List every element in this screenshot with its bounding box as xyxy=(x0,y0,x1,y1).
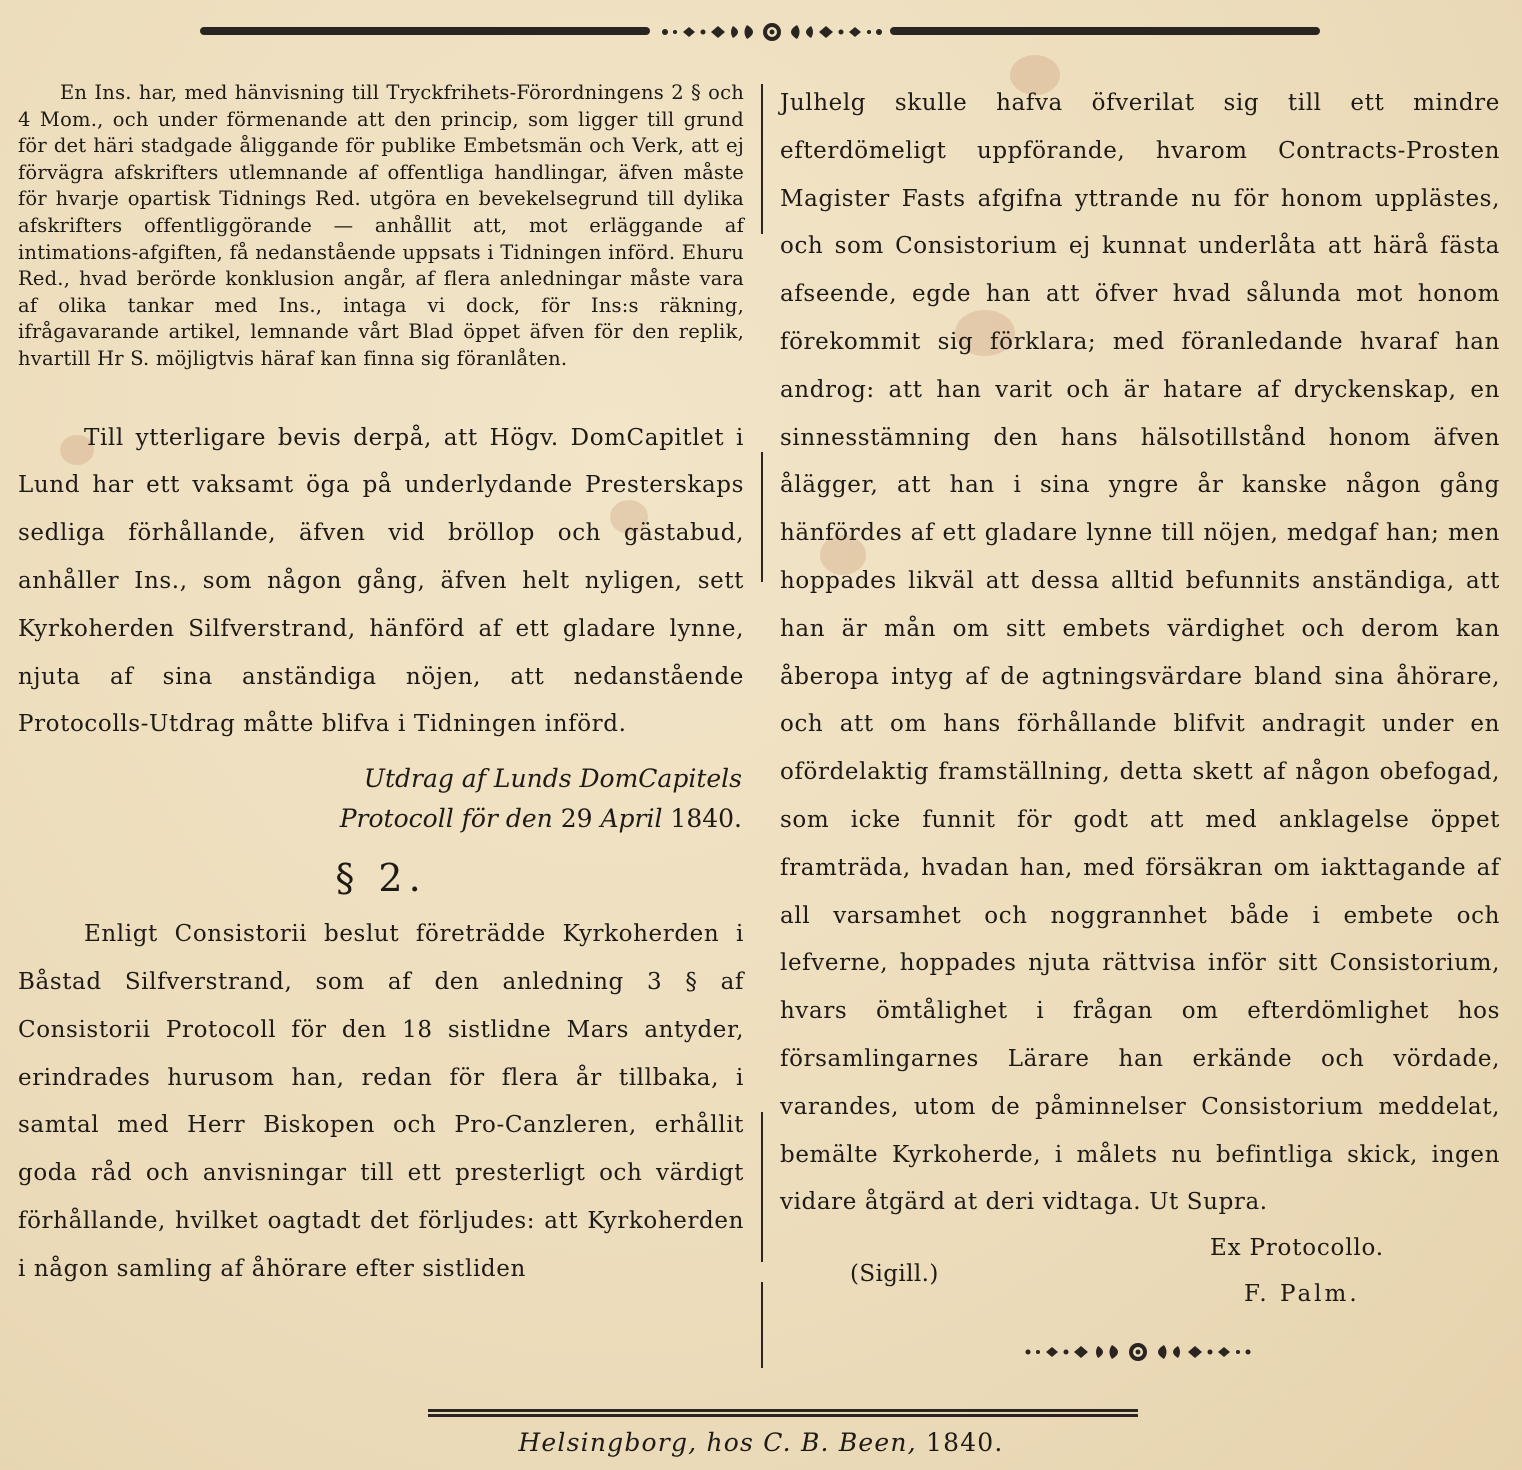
imprint-printer: C. B. Been, xyxy=(763,1428,917,1457)
right-column xyxy=(780,80,1500,1353)
article-paragraph-till: Till ytterligare bevis derpå, att Högv. DomCapitlet i Lund har ett vaksamt öga på underlydande Presterskaps sedliga förhållande, äfven vid bröllop och gästabud, anhåller Ins., som någon gång, äfven helt nyligen, sett Kyrkoherden Silfverstrand, hänförd af ett gladare lynne, njuta af sina anständiga nöjen, att nedanstående Protocolls-Utdrag måtte blifva i Tidningen införd. xyxy=(18,424,744,738)
rule-bar-left xyxy=(200,27,650,35)
small-fleuron-ornament-icon xyxy=(1018,1337,1258,1367)
article-paragraph-continued: Julhelg skulle hafva öfverilat sig till ett mindre efterdömeligt uppförande, hvarom Contracts-Prosten Magister Fasts afgifna yttrande nu för honom upplästes, och som Consistorium ej kunnat underlåta att härå fästa afseende, egde han att öfver hvad sålunda mot honom förekommit sig förklara; med föranledande hvaraf han androg: att han varit och är hatare af dryckenskap, en sinnesstämning den hans hälsotillstånd honom äfven ålägger, att han i sina yngre år kanske någon gång hänfördes af ett gladare lynne till nöjen, medgaf han; men hoppades likväl att dessa alltid befunnits anständiga, att han är mån om sitt embets värdighet och derom kan åberopa intyg af de agtningsvärdare bland sina åhörare, och att om hans förhållande blifvit andragit under en ofördelaktig framställning, detta skett af någon obefogad, som icke funnit för godt att med anklagelse öppet framträda, hvadan han, med försäkran om iakttagande af all varsamhet och noggrannhet både i embete och lefverne, hoppades njuta rättvisa inför sitt Consistorium, hvars ömtålighet i frågan om efterdömlighet hos församlingarnes Lärare han erkände och vördade, varandes, utom de påminnelser Consistorium meddelat, bemälte Kyrkoherde, i målets nu befintliga skick, ingen vidare åtgärd at deri vidtaga. Ut Supra. xyxy=(780,90,1500,1216)
imprint-year: 1840. xyxy=(925,1428,1004,1457)
signatory-name: F. Palm. xyxy=(1244,1281,1360,1308)
extract-heading-year: 1840. xyxy=(670,804,742,834)
sigill-text: (Sigill.) xyxy=(850,1261,939,1288)
extract-heading-line2 xyxy=(18,799,742,839)
column-divider xyxy=(761,1112,763,1262)
extract-heading-line1: Utdrag af Lunds DomCapitels xyxy=(363,764,742,794)
column-divider xyxy=(761,1282,763,1368)
imprint-line xyxy=(0,1428,1522,1457)
fleuron-ornament-icon xyxy=(655,18,890,46)
extract-heading xyxy=(18,759,744,839)
bottom-rule xyxy=(428,1409,1138,1419)
imprint-place: Helsingborg, xyxy=(518,1428,698,1457)
top-ornamental-rule xyxy=(200,18,1320,46)
extract-heading-month: April xyxy=(600,804,663,834)
editorial-intro-paragraph: En Ins. har, med hänvisning till Tryckfrihets-Förordningens 2 § och 4 Mom., och under förmenande att den princip, som ligger till grund för det häri stadgade åliggande för publike Embetsmän och Verk, att ej förvägra afskrifters utlemnande af offentliga handlingar, äfven måste för hvarje opartisk Tidnings Red. utgöra en bevekelsegrund till dylika afskrifters offentliggörande — anhållit att, mot erläggande af intimations-afgiften, få nedanstående uppsats i Tidningen införd. Ehuru Red., hvad berörde konklusion angår, af flera anledningar måste vara af olika tankar med Ins., intaga vi dock, för Ins:s räkning, ifrågavarande artikel, lemnande vårt Blad öppet äfven för den replik, hvartill Hr S. möjligtvis häraf kan finna sig föranlåten. xyxy=(18,81,744,370)
rule-bar-right xyxy=(890,27,1320,35)
section-mark: § 2. xyxy=(335,856,427,901)
extract-heading-prefix: Protocoll för den xyxy=(339,804,553,834)
column-divider xyxy=(761,84,763,234)
left-column xyxy=(18,80,744,1293)
column-divider xyxy=(761,452,763,582)
extract-heading-day: 29 xyxy=(560,804,593,834)
imprint-hos: hos xyxy=(706,1428,755,1457)
article-paragraph-enligt: Enligt Consistorii beslut företrädde Kyrkoherden i Båstad Silfverstrand, som af den anledning 3 § af Consistorii Protocoll för den 18 sistlidne Mars antyder, erindrades hurusom han, redan för flera år tillbaka, i samtal med Herr Biskopen och Pro-Canzleren, erhållit goda råd och anvisningar till ett presterligt och värdigt förhållande, hvilket oagtadt det förljudes: att Kyrkoherden i någon samling af åhörare efter sistliden xyxy=(18,921,744,1282)
signature-block xyxy=(780,1233,1500,1353)
ex-protocollo-text: Ex Protocollo. xyxy=(1210,1235,1384,1262)
